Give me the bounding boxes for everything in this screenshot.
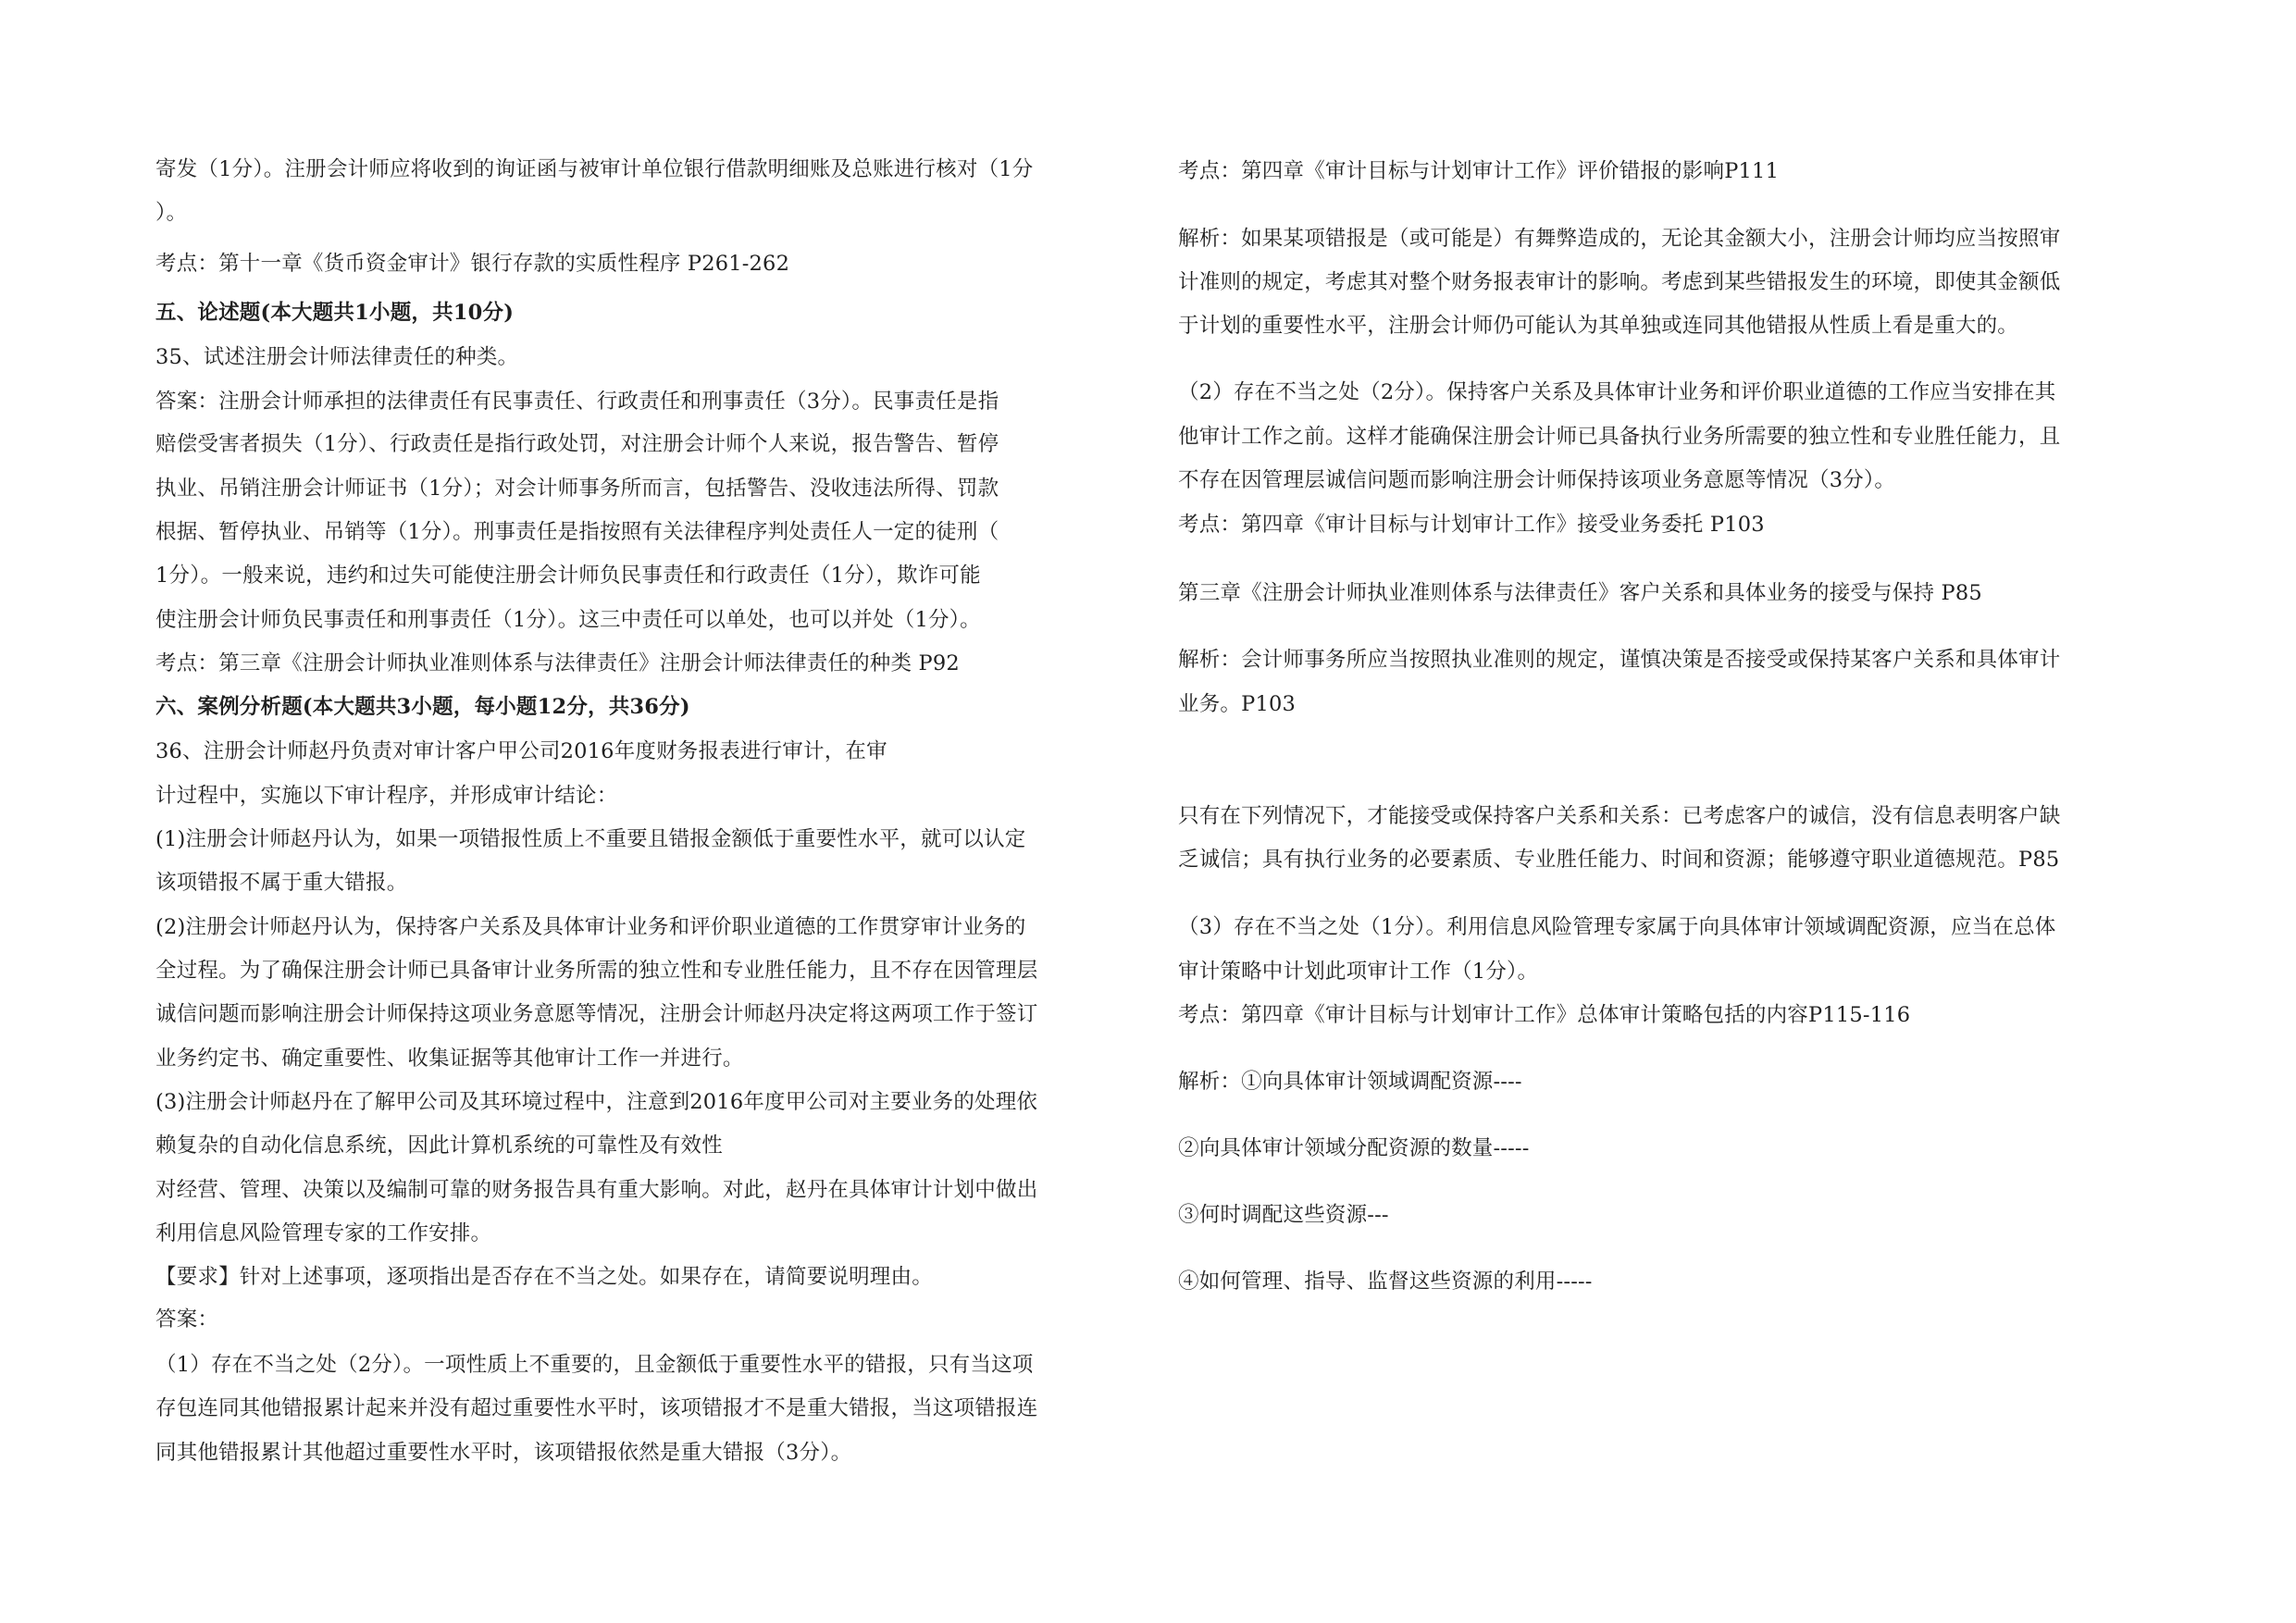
text-line: 解析：如果某项错报是（或可能是）有舞弊造成的，无论其金额大小，注册会计师均应当按照审 [1178, 227, 2061, 251]
text-line: 赔偿受害者损失（1分）、行政责任是指行政处罚，对注册会计师个人来说，报告警告、暂停 [155, 432, 999, 456]
text-line: ②向具体审计领域分配资源的数量----- [1178, 1136, 1530, 1160]
text-line: 使注册会计师负民事责任和刑事责任（1分）。这三中责任可以单处，也可以并处（1分）。 [155, 608, 981, 632]
text-line: 同其他错报累计其他超过重要性水平时，该项错报依然是重大错报（3分）。 [155, 1441, 852, 1465]
text-line: (2)注册会计师赵丹认为，保持客户关系及具体审计业务和评价职业道德的工作贯穿审计业务的 [155, 915, 1026, 939]
text-line: 考点：第四章《审计目标与计划审计工作》接受业务委托 P103 [1178, 513, 1765, 537]
text-line: 计过程中，实施以下审计程序，并形成审计结论： [155, 784, 618, 808]
text-line: (3)注册会计师赵丹在了解甲公司及其环境过程中，注意到2016年度甲公司对主要业务的处理依 [155, 1090, 1038, 1114]
text-line: 只有在下列情况下，才能接受或保持客户关系和关系：已考虑客户的诚信，没有信息表明客户缺 [1178, 804, 2061, 828]
text-line: 考点：第三章《注册会计师执业准则体系与法律责任》注册会计师法律责任的种类 P92 [155, 651, 960, 675]
text-line: 考点：第四章《审计目标与计划审计工作》总体审计策略包括的内容P115-116 [1178, 1003, 1911, 1027]
text-line: ③何时调配这些资源--- [1178, 1203, 1389, 1227]
question-35: 35、试述注册会计师法律责任的种类。 [155, 345, 519, 369]
text-line: 答案：注册会计师承担的法律责任有民事责任、行政责任和刑事责任（3分）。民事责任是指 [155, 390, 999, 414]
text-line: 考点：第十一章《货币资金审计》银行存款的实质性程序 P261-262 [155, 252, 790, 276]
text-line: 他审计工作之前。这样才能确保注册会计师已具备执行业务所需要的独立性和专业胜任能力，且 [1178, 425, 2061, 449]
text-line: 于计划的重要性水平，注册会计师仍可能认为其单独或连同其他错报从性质上看是重大的。 [1178, 314, 2019, 338]
text-line: 业务约定书、确定重要性、收集证据等其他审计工作一并进行。 [155, 1047, 744, 1071]
text-line: 该项错报不属于重大错报。 [155, 871, 408, 895]
text-line: 存包连同其他错报累计起来并没有超过重要性水平时，该项错报才不是重大错报，当这项错报连 [155, 1396, 1038, 1420]
text-line: 赖复杂的自动化信息系统，因此计算机系统的可靠性及有效性 [155, 1134, 723, 1158]
text-line: 计准则的规定，考虑其对整个财务报表审计的影响。考虑到某些错报发生的环境，即使其金额低 [1178, 270, 2061, 294]
text-line: 审计策略中计划此项审计工作（1分）。 [1178, 960, 1539, 984]
text-line: 1分）。一般来说，违约和过失可能使注册会计师负民事责任和行政责任（1分），欺诈可能 [155, 564, 981, 588]
text-line: 根据、暂停执业、吊销等（1分）。刑事责任是指按照有关法律程序判处责任人一定的徒刑（ [155, 520, 999, 544]
text-line: ④如何管理、指导、监督这些资源的利用----- [1178, 1270, 1593, 1294]
text-line: 寄发（1分）。注册会计师应将收到的询证函与被审计单位银行借款明细账及总账进行核对（1分 [155, 157, 1034, 181]
text-line: 考点：第四章《审计目标与计划审计工作》评价错报的影响P111 [1178, 159, 1780, 183]
text-line: （3）存在不当之处（1分）。利用信息风险管理专家属于向具体审计领域调配资源，应当在总体 [1178, 915, 2056, 939]
text-line: 全过程。为了确保注册会计师已具备审计业务所需的独立性和专业胜任能力，且不存在因管理层 [155, 959, 1038, 983]
text-line: 诚信问题而影响注册会计师保持这项业务意愿等情况，注册会计师赵丹决定将这两项工作于签订 [155, 1002, 1038, 1026]
text-line: 利用信息风险管理专家的工作安排。 [155, 1221, 492, 1245]
text-line: 第三章《注册会计师执业准则体系与法律责任》客户关系和具体业务的接受与保持 P85 [1178, 581, 1982, 605]
text-line: 乏诚信；具有执行业务的必要素质、专业胜任能力、时间和资源；能够遵守职业道德规范。P85 [1178, 848, 2060, 872]
text-line: ）。 [155, 201, 188, 225]
section-heading-case: 六、案例分析题(本大题共3小题，每小题12分，共36分) [155, 695, 690, 719]
section-heading-essay: 五、论述题(本大题共1小题，共10分) [155, 301, 515, 325]
requirement-line: 【要求】针对上述事项，逐项指出是否存在不当之处。如果存在，请简要说明理由。 [155, 1265, 933, 1289]
answer-label: 答案： [155, 1307, 219, 1332]
question-36: 36、注册会计师赵丹负责对审计客户甲公司2016年度财务报表进行审计，在审 [155, 739, 887, 763]
text-line: 业务。P103 [1178, 692, 1296, 716]
text-line: (1)注册会计师赵丹认为，如果一项错报性质上不重要且错报金额低于重要性水平，就可以认定 [155, 827, 1026, 851]
text-line: （2）存在不当之处（2分）。保持客户关系及具体审计业务和评价职业道德的工作应当安排在其 [1178, 380, 2056, 404]
text-line: 解析：①向具体审计领域调配资源---- [1178, 1070, 1522, 1094]
text-line: 对经营、管理、决策以及编制可靠的财务报告具有重大影响。对此，赵丹在具体审计计划中做出 [155, 1178, 1038, 1202]
text-line: 不存在因管理层诚信问题而影响注册会计师保持该项业务意愿等情况（3分）。 [1178, 468, 1896, 492]
text-line: （1）存在不当之处（2分）。一项性质上不重要的，且金额低于重要性水平的错报，只有当这项 [155, 1353, 1034, 1377]
text-line: 执业、吊销注册会计师证书（1分）；对会计师事务所而言，包括警告、没收违法所得、罚款 [155, 477, 999, 501]
text-line: 解析：会计师事务所应当按照执业准则的规定，谨慎决策是否接受或保持某客户关系和具体审计 [1178, 648, 2061, 672]
